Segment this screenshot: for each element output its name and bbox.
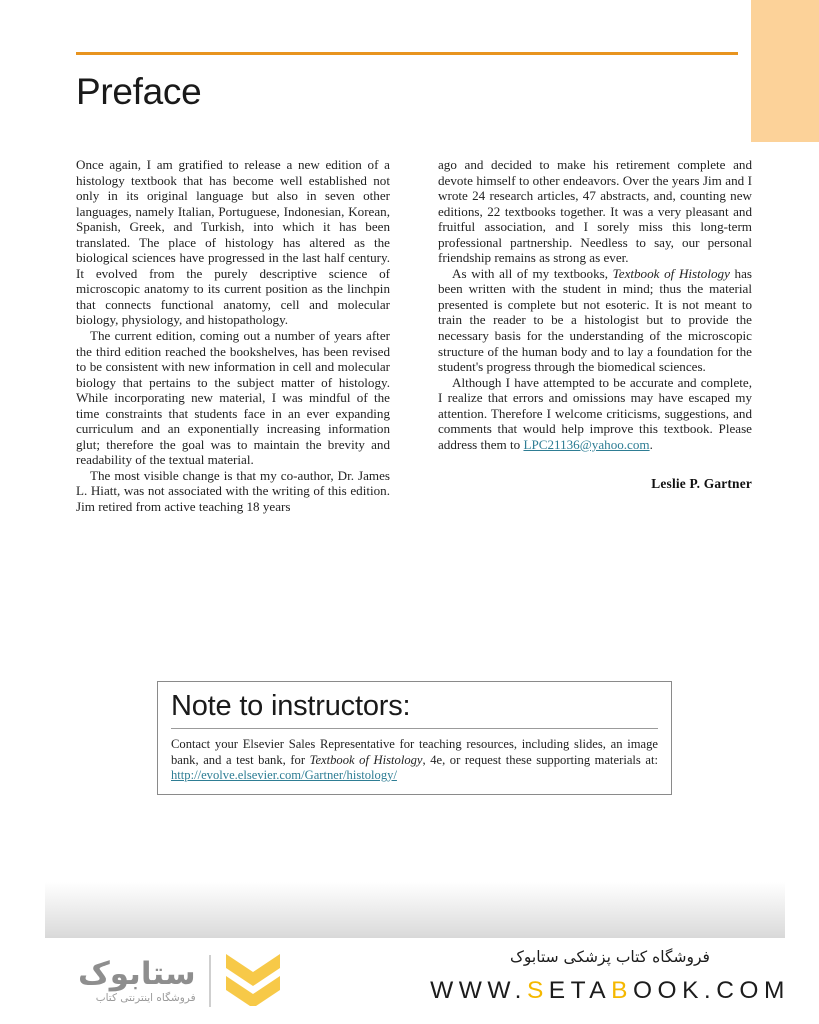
footer-gradient-band bbox=[45, 882, 785, 938]
footer-tagline-persian: فروشگاه کتاب پزشکی ستابوک bbox=[510, 948, 710, 966]
brand-wordmark bbox=[78, 957, 209, 1005]
paragraph: The current edition, coming out a number of years after the third edition reached the bookshelves, has been revised to be consistent with new information in cell and molecular biology that pertains to the subject matter of histology. While incorporating new material, I was mindful of the time constraints that students face in an ever expanding curriculum and an exponentially increasing information glut; therefore the goal was to maintain the brevity and readability of the textual material. bbox=[76, 328, 390, 468]
note-body bbox=[171, 737, 658, 783]
paragraph-text: Although I have attempted to be accurate and complete, I realize that errors and omissions may have escaped my attention. Therefore I welcome criticisms, suggestions, and comments that would help improve this textbook. Please address them to bbox=[438, 374, 752, 452]
url-segment: ETA bbox=[548, 977, 612, 1004]
url-segment: OOK.COM bbox=[632, 977, 790, 1004]
article-body bbox=[76, 157, 752, 515]
url-highlight-letter: S bbox=[526, 977, 549, 1004]
book-title-italic: Textbook of Histology bbox=[309, 752, 423, 767]
left-column bbox=[76, 157, 390, 515]
paragraph bbox=[438, 375, 752, 453]
url-highlight-letter: B bbox=[611, 977, 633, 1004]
paragraph: Once again, I am gratified to release a new edition of a histology textbook that has become well established not only in its original language but also in seven other languages, namely Italian, Portuguese, Indonesian, Korean, Spanish, Greek, and Turkish, into which it has been translated. The place of histology has altered as the biological sciences have progressed in the last half century. It evolved from the purely descriptive science of microscopic anatomy to its current position as the linchpin that connects functional anatomy, cell and molecular biology, physiology, and histopathology. bbox=[76, 157, 390, 328]
brand-tagline-persian: فروشگاه اینترنتی کتاب bbox=[95, 991, 196, 1004]
evolve-url-link[interactable]: http://evolve.elsevier.com/Gartner/histology/ bbox=[171, 767, 397, 782]
note-text: Contact your Elsevier Sales Representative for teaching resources, including slides, an image bank, and a test bank, for bbox=[171, 737, 658, 767]
brand-name-text: ستابوک bbox=[78, 955, 196, 992]
footer-brand-text bbox=[430, 946, 790, 1005]
page-title: Preface bbox=[76, 71, 202, 112]
right-column bbox=[438, 157, 752, 515]
logo-divider bbox=[209, 955, 211, 1007]
paragraph: ago and decided to make his retirement complete and devote himself to other endeavors. Over the years Jim and I wrote 24 research articles, 47 abstracts, and, counting new editions, 22 textbooks together. It was a very pleasant and fruitful association, and I sorely miss this long-term professional partnership. Needless to say, our personal friendship remains as strong as ever. bbox=[438, 157, 752, 266]
page-header bbox=[76, 52, 738, 112]
note-to-instructors-box bbox=[157, 681, 672, 795]
paragraph bbox=[438, 266, 752, 375]
brand-name-persian bbox=[78, 957, 196, 991]
paragraph-text: As with all of my textbooks, bbox=[452, 265, 613, 281]
footer-website-url[interactable] bbox=[430, 977, 790, 1005]
setabook-logo[interactable] bbox=[78, 950, 282, 1011]
note-divider bbox=[171, 728, 658, 729]
paragraph: The most visible change is that my co-author, Dr. James L. Hiatt, was not associated with the writing of this edition. Jim retired from active teaching 18 years bbox=[76, 467, 390, 515]
paragraph-text: . bbox=[649, 436, 653, 452]
footer bbox=[0, 938, 819, 1024]
header-accent-rule bbox=[76, 52, 738, 55]
decorative-orange-block bbox=[751, 0, 819, 142]
url-segment: WWW. bbox=[430, 977, 527, 1004]
paragraph-text: has been written with the student in mind; thus the material presented is complete but not esoteric. It is not meant to train the reader to be a histologist but to provide the necessary basis for the understanding of the microscopic structure of the human body and to lay a foundation for the student's progress through the biomedical sciences. bbox=[438, 265, 752, 375]
author-signature: Leslie P. Gartner bbox=[651, 476, 752, 492]
email-link[interactable]: LPC21136@yahoo.com bbox=[523, 436, 650, 452]
book-title-italic: Textbook of Histology bbox=[612, 265, 730, 281]
chevron-logo-icon bbox=[224, 950, 282, 1011]
note-title: Note to instructors: bbox=[171, 690, 411, 722]
note-text: , 4e, or request these supporting materials at: bbox=[422, 752, 658, 767]
